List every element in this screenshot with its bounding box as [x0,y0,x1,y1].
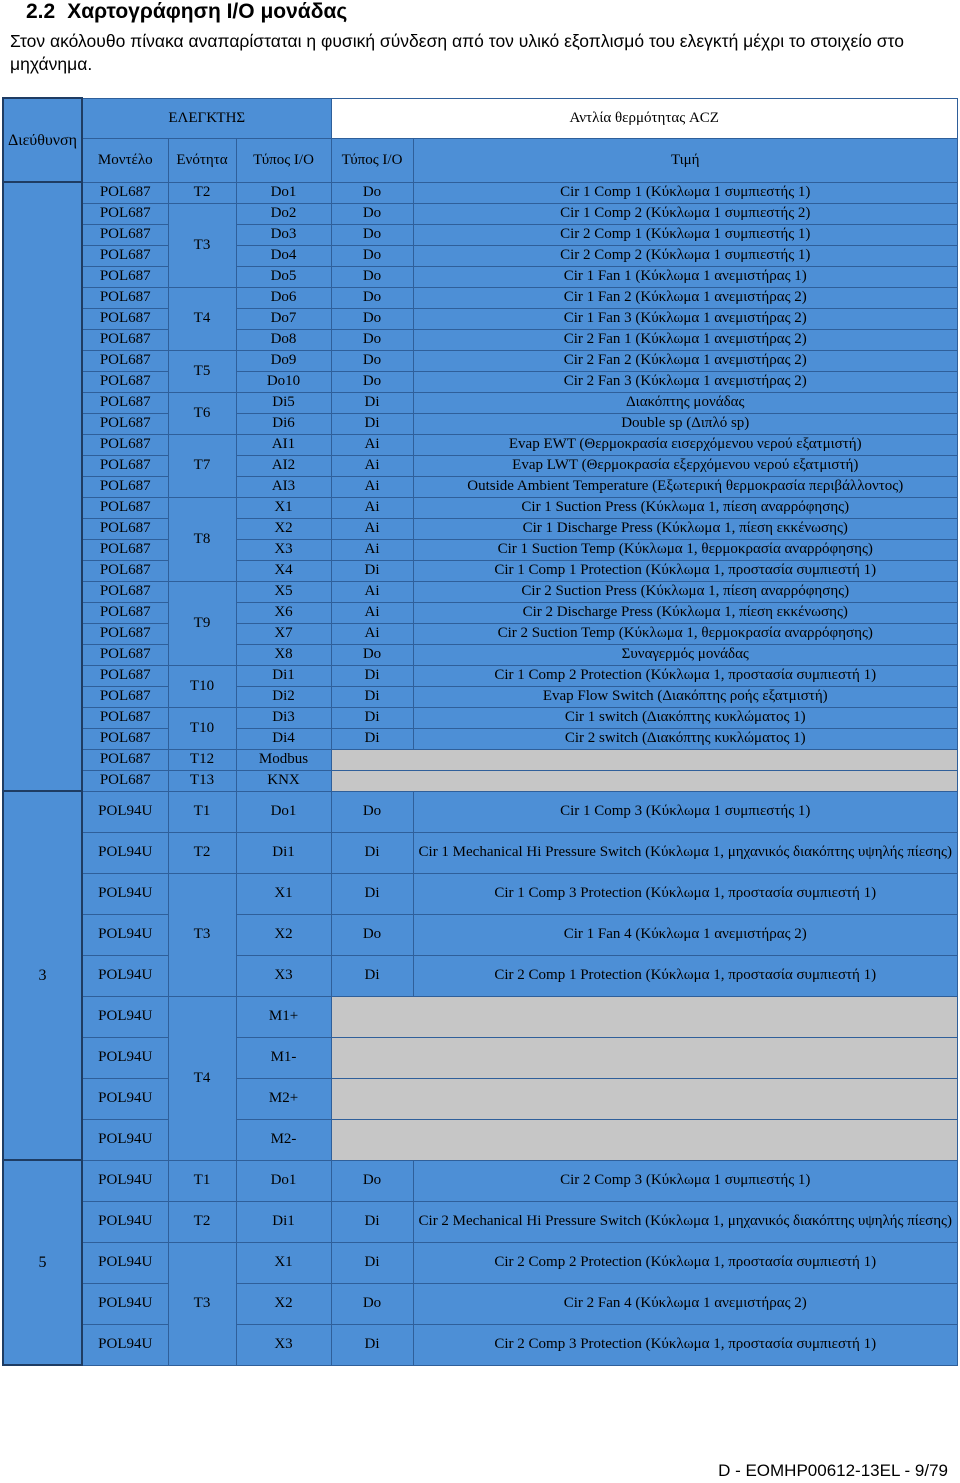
table-row [3,434,958,455]
header-io-type-2: Τύπος I/O [331,138,413,182]
header-controller: ΕΛΕΓΚΤΗΣ [82,98,331,138]
table-row [3,832,958,873]
table-row [3,996,958,1037]
table-row [3,266,958,287]
model-cell: POL687 [82,539,168,560]
model-cell: POL687 [82,602,168,623]
model-cell: POL687 [82,287,168,308]
table-row [3,560,958,581]
io-cell: X5 [236,581,331,602]
table-row [3,476,958,497]
model-cell: POL687 [82,497,168,518]
io-cell: Modbus [236,749,331,770]
model-cell: POL687 [82,329,168,350]
model-cell: POL94U [82,955,168,996]
io-type-cell: Ai [331,623,413,644]
io-type-cell: Do [331,1160,413,1201]
value-cell: Cir 1 Discharge Press (Κύκλωμα 1, πίεση εκκένωσης) [413,518,957,539]
table-row [3,182,958,203]
terminal-cell: T6 [168,392,236,434]
header-io-type: Τύπος I/O [236,138,331,182]
value-cell: Διακόπτης μονάδας [413,392,957,413]
address-cell: 5 [3,1160,82,1365]
empty-cell [331,770,957,791]
io-cell: Di2 [236,686,331,707]
terminal-cell: T7 [168,434,236,497]
value-cell: Cir 2 Comp 2 (Κύκλωμα 1 συμπιεστής 1) [413,245,957,266]
table-row [3,1119,958,1160]
model-cell: POL94U [82,791,168,832]
io-cell: X7 [236,623,331,644]
io-type-cell: Do [331,224,413,245]
model-cell: POL687 [82,476,168,497]
io-cell: X2 [236,914,331,955]
model-cell: POL94U [82,1078,168,1119]
value-cell: Cir 2 Discharge Press (Κύκλωμα 1, πίεση εκκένωσης) [413,602,957,623]
table-row [3,749,958,770]
value-cell: Συναγερμός μονάδας [413,644,957,665]
model-cell: POL687 [82,581,168,602]
model-cell: POL687 [82,623,168,644]
model-cell: POL687 [82,434,168,455]
value-cell: Cir 2 Mechanical Hi Pressure Switch (Κύκλωμα 1, μηχανικός διακόπτης υψηλής πίεσης) [413,1201,957,1242]
io-cell: Do10 [236,371,331,392]
io-cell: M2+ [236,1078,331,1119]
table-row [3,1078,958,1119]
table-row [3,224,958,245]
terminal-cell: T3 [168,203,236,287]
table-row [3,287,958,308]
terminal-cell: T12 [168,749,236,770]
model-cell: POL687 [82,686,168,707]
header-value: Τιμή [413,138,957,182]
io-cell: AI2 [236,455,331,476]
io-cell: X3 [236,955,331,996]
io-type-cell: Do [331,245,413,266]
page-footer: D - EOMHP00612-13EL - 9/79 [718,1461,948,1480]
io-cell: X1 [236,1242,331,1283]
table-row [3,518,958,539]
io-cell: M1+ [236,996,331,1037]
empty-cell [331,996,957,1037]
value-cell: Evap EWT (Θερμοκρασία εισερχόμενου νερού εξατμιστή) [413,434,957,455]
table-row [3,497,958,518]
terminal-cell: T8 [168,497,236,581]
terminal-cell: T5 [168,350,236,392]
model-cell: POL687 [82,455,168,476]
table-row [3,623,958,644]
io-type-cell: Ai [331,434,413,455]
value-cell: Cir 1 Suction Press (Κύκλωμα 1, πίεση αναρρόφησης) [413,497,957,518]
io-cell: Do5 [236,266,331,287]
model-cell: POL94U [82,832,168,873]
io-cell: Do4 [236,245,331,266]
value-cell: Cir 1 Fan 1 (Κύκλωμα 1 ανεμιστήρας 1) [413,266,957,287]
io-type-cell: Do [331,308,413,329]
terminal-cell: T10 [168,707,236,749]
io-type-cell: Di [331,665,413,686]
model-cell: POL687 [82,182,168,203]
table-row [3,308,958,329]
io-type-cell: Do [331,644,413,665]
empty-cell [331,1119,957,1160]
io-type-cell: Do [331,350,413,371]
io-mapping-table [2,97,958,1366]
value-cell: Cir 1 switch (Διακόπτης κυκλώματος 1) [413,707,957,728]
io-cell: Di6 [236,413,331,434]
terminal-cell: T2 [168,1201,236,1242]
io-cell: X1 [236,873,331,914]
value-cell: Cir 1 Fan 3 (Κύκλωμα 1 ανεμιστήρας 2) [413,308,957,329]
terminal-cell: T1 [168,791,236,832]
io-cell: KNX [236,770,331,791]
table-row [3,413,958,434]
value-cell: Evap Flow Switch (Διακόπτης ροής εξατμιστή) [413,686,957,707]
section-heading [26,0,347,24]
io-cell: X3 [236,539,331,560]
header-address: Διεύθυνση [3,98,82,182]
model-cell: POL687 [82,266,168,287]
table-row [3,1201,958,1242]
io-cell: Di5 [236,392,331,413]
io-type-cell: Ai [331,518,413,539]
io-type-cell: Di [331,1201,413,1242]
table-row [3,329,958,350]
io-cell: Di1 [236,665,331,686]
io-cell: Do8 [236,329,331,350]
io-type-cell: Do [331,1283,413,1324]
table-row [3,245,958,266]
value-cell: Cir 2 Suction Press (Κύκλωμα 1, πίεση αναρρόφησης) [413,581,957,602]
header-unit: Ενότητα [168,138,236,182]
terminal-cell: T1 [168,1160,236,1201]
model-cell: POL687 [82,350,168,371]
terminal-cell: T2 [168,832,236,873]
value-cell: Cir 2 Suction Temp (Κύκλωμα 1, θερμοκρασία αναρρόφησης) [413,623,957,644]
model-cell: POL687 [82,728,168,749]
value-cell: Cir 1 Fan 2 (Κύκλωμα 1 ανεμιστήρας 2) [413,287,957,308]
table-row [3,770,958,791]
value-cell: Double sp (Διπλό sp) [413,413,957,434]
io-cell: X6 [236,602,331,623]
table-row [3,350,958,371]
io-type-cell: Ai [331,455,413,476]
model-cell: POL687 [82,644,168,665]
io-cell: M1- [236,1037,331,1078]
model-cell: POL94U [82,1119,168,1160]
model-cell: POL687 [82,707,168,728]
model-cell: POL94U [82,873,168,914]
io-type-cell: Ai [331,602,413,623]
io-cell: Do1 [236,182,331,203]
io-cell: Do9 [236,350,331,371]
value-cell: Cir 2 Comp 1 Protection (Κύκλωμα 1, προστασία συμπιεστή 1) [413,955,957,996]
model-cell: POL94U [82,1242,168,1283]
io-type-cell: Do [331,371,413,392]
value-cell: Cir 1 Comp 1 Protection (Κύκλωμα 1, προστασία συμπιεστή 1) [413,560,957,581]
io-type-cell: Di [331,392,413,413]
model-cell: POL94U [82,914,168,955]
model-cell: POL687 [82,413,168,434]
model-cell: POL687 [82,749,168,770]
io-cell: Do3 [236,224,331,245]
value-cell: Cir 1 Comp 1 (Κύκλωμα 1 συμπιεστής 1) [413,182,957,203]
io-type-cell: Di [331,686,413,707]
table-row [3,392,958,413]
header-heat-pump: Αντλία θερμότητας ACZ [569,109,719,126]
model-cell: POL687 [82,308,168,329]
table-row [3,1283,958,1324]
value-cell: Cir 1 Comp 2 (Κύκλωμα 1 συμπιεστής 2) [413,203,957,224]
model-cell: POL687 [82,245,168,266]
io-type-cell: Di [331,728,413,749]
table-row [3,686,958,707]
table-row [3,581,958,602]
io-cell: Di1 [236,1201,331,1242]
model-cell: POL94U [82,996,168,1037]
value-cell: Cir 2 Fan 4 (Κύκλωμα 1 ανεμιστήρας 2) [413,1283,957,1324]
value-cell: Cir 1 Comp 2 Protection (Κύκλωμα 1, προστασία συμπιεστή 1) [413,665,957,686]
io-type-cell: Di [331,707,413,728]
io-type-cell: Ai [331,497,413,518]
terminal-cell: T9 [168,581,236,665]
empty-cell [331,1037,957,1078]
empty-cell [331,749,957,770]
terminal-cell: T10 [168,665,236,707]
io-cell: X2 [236,1283,331,1324]
model-cell: POL94U [82,1037,168,1078]
model-cell: POL94U [82,1160,168,1201]
terminal-cell: T2 [168,182,236,203]
io-type-cell: Ai [331,476,413,497]
io-cell: Do2 [236,203,331,224]
table-row [3,955,958,996]
io-type-cell: Di [331,832,413,873]
model-cell: POL94U [82,1324,168,1365]
io-type-cell: Do [331,182,413,203]
table-row [3,644,958,665]
header-model: Μοντέλο [82,138,168,182]
value-cell: Cir 2 Comp 3 (Κύκλωμα 1 συμπιεστής 1) [413,1160,957,1201]
table-row [3,728,958,749]
value-cell: Cir 2 Comp 3 Protection (Κύκλωμα 1, προστασία συμπιεστή 1) [413,1324,957,1365]
value-cell: Cir 1 Comp 3 (Κύκλωμα 1 συμπιεστής 1) [413,791,957,832]
intro-paragraph: Στον ακόλουθο πίνακα αναπαρίσταται η φυσική σύνδεση από τον υλικό εξοπλισμό του ελεγκτή μέχρι το στοιχείο στο μηχάνημα. [10,31,904,74]
io-cell: X4 [236,560,331,581]
table-row [3,602,958,623]
address-cell: 3 [3,791,82,1160]
model-cell: POL687 [82,665,168,686]
io-type-cell: Do [331,329,413,350]
table-row [3,1160,958,1201]
table-row [3,539,958,560]
value-cell: Evap LWT (Θερμοκρασία εξερχόμενου νερού εξατμιστή) [413,455,957,476]
io-type-cell: Ai [331,539,413,560]
value-cell: Cir 2 Comp 1 (Κύκλωμα 1 συμπιεστής 1) [413,224,957,245]
io-cell: AI3 [236,476,331,497]
table-row [3,203,958,224]
io-cell: AI1 [236,434,331,455]
model-cell: POL687 [82,203,168,224]
io-cell: X8 [236,644,331,665]
value-cell: Cir 2 Fan 3 (Κύκλωμα 1 ανεμιστήρας 2) [413,371,957,392]
io-type-cell: Di [331,560,413,581]
io-type-cell: Di [331,955,413,996]
model-cell: POL687 [82,371,168,392]
model-cell: POL94U [82,1283,168,1324]
io-cell: M2- [236,1119,331,1160]
io-type-cell: Di [331,873,413,914]
model-cell: POL687 [82,770,168,791]
io-cell: Do1 [236,791,331,832]
io-type-cell: Ai [331,581,413,602]
address-cell [3,182,82,791]
model-cell: POL687 [82,392,168,413]
terminal-cell: T4 [168,996,236,1160]
io-type-cell: Di [331,1242,413,1283]
io-cell: X1 [236,497,331,518]
value-cell: Cir 2 Fan 2 (Κύκλωμα 1 ανεμιστήρας 2) [413,350,957,371]
section-number: 2.2 [26,0,56,23]
value-cell: Cir 1 Mechanical Hi Pressure Switch (Κύκλωμα 1, μηχανικός διακόπτης υψηλής πίεσης) [413,832,957,873]
value-cell: Cir 1 Suction Temp (Κύκλωμα 1, θερμοκρασία αναρρόφησης) [413,539,957,560]
io-type-cell: Do [331,203,413,224]
value-cell: Cir 2 Fan 1 (Κύκλωμα 1 ανεμιστήρας 2) [413,329,957,350]
terminal-cell: T13 [168,770,236,791]
value-cell: Cir 1 Comp 3 Protection (Κύκλωμα 1, προστασία συμπιεστή 1) [413,873,957,914]
table-row [3,1037,958,1078]
model-cell: POL94U [82,1201,168,1242]
value-cell: Cir 2 switch (Διακόπτης κυκλώματος 1) [413,728,957,749]
value-cell: Outside Ambient Temperature (Εξωτερική θερμοκρασία περιβάλλοντος) [413,476,957,497]
model-cell: POL687 [82,224,168,245]
table-row [3,873,958,914]
table-row [3,791,958,832]
io-type-cell: Do [331,266,413,287]
io-type-cell: Do [331,791,413,832]
terminal-cell: T3 [168,873,236,996]
table-row [3,1324,958,1365]
table-row [3,707,958,728]
io-type-cell: Do [331,914,413,955]
io-type-cell: Di [331,413,413,434]
section-title: Χαρτογράφηση I/O μονάδας [67,0,348,23]
io-cell: X3 [236,1324,331,1365]
io-cell: Do1 [236,1160,331,1201]
io-cell: Di4 [236,728,331,749]
io-cell: Do7 [236,308,331,329]
io-type-cell: Do [331,287,413,308]
io-type-cell: Di [331,1324,413,1365]
terminal-cell: T4 [168,287,236,350]
io-cell: Do6 [236,287,331,308]
model-cell: POL687 [82,518,168,539]
terminal-cell: T3 [168,1242,236,1365]
table-row [3,1242,958,1283]
table-row [3,455,958,476]
empty-cell [331,1078,957,1119]
value-cell: Cir 2 Comp 2 Protection (Κύκλωμα 1, προστασία συμπιεστή 1) [413,1242,957,1283]
table-row [3,914,958,955]
table-row [3,665,958,686]
value-cell: Cir 1 Fan 4 (Κύκλωμα 1 ανεμιστήρας 2) [413,914,957,955]
io-cell: Di1 [236,832,331,873]
model-cell: POL687 [82,560,168,581]
table-row [3,371,958,392]
io-cell: Di3 [236,707,331,728]
io-cell: X2 [236,518,331,539]
